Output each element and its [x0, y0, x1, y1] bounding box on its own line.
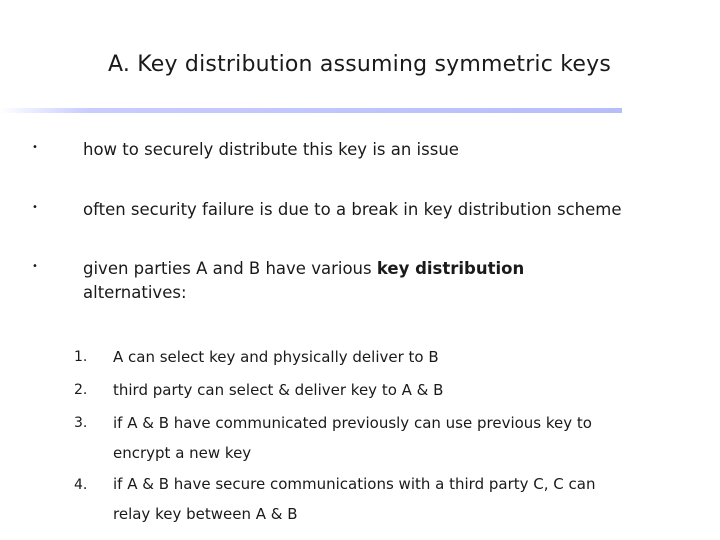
bullet-text-key-issue: how to securely distribute this key is an issue [83, 140, 459, 159]
alternative-line: if A & B have secure communications with a third party C, C can [113, 475, 596, 493]
bullet-marker: • [32, 142, 38, 153]
alternative-number: 3. [74, 415, 88, 431]
key-distribution-term: key distribution [376, 259, 525, 278]
bullet-text-security-failure: often security failure is due to a break in key distribution scheme [83, 200, 622, 219]
alternative-line-continued: encrypt a new key [113, 444, 252, 462]
alternative-number: 2. [74, 382, 88, 398]
bullet-text-alternatives-part2: alternatives: [83, 283, 187, 302]
title-underline [0, 108, 622, 113]
alternative-item [113, 469, 595, 529]
slide-title: A. Key distribution assuming symmetric keys [108, 52, 612, 77]
bullet-marker: • [32, 261, 38, 272]
alternative-line: third party can select & deliver key to A & B [113, 381, 444, 399]
alternative-item [113, 375, 443, 405]
alternative-number: 4. [74, 477, 88, 493]
alternative-number: 1. [74, 349, 88, 365]
alternative-line: if A & B have communicated previously can use previous key to [113, 414, 592, 432]
bullet-text-alternatives-part1: given parties A and B have various [83, 259, 377, 278]
bullet-marker: • [32, 202, 38, 213]
alternative-item [113, 408, 592, 468]
alternative-item [113, 342, 439, 372]
alternative-line-continued: relay key between A & B [113, 505, 298, 523]
alternative-line: A can select key and physically deliver to B [113, 348, 439, 366]
bullet-text-alternatives [83, 257, 524, 305]
